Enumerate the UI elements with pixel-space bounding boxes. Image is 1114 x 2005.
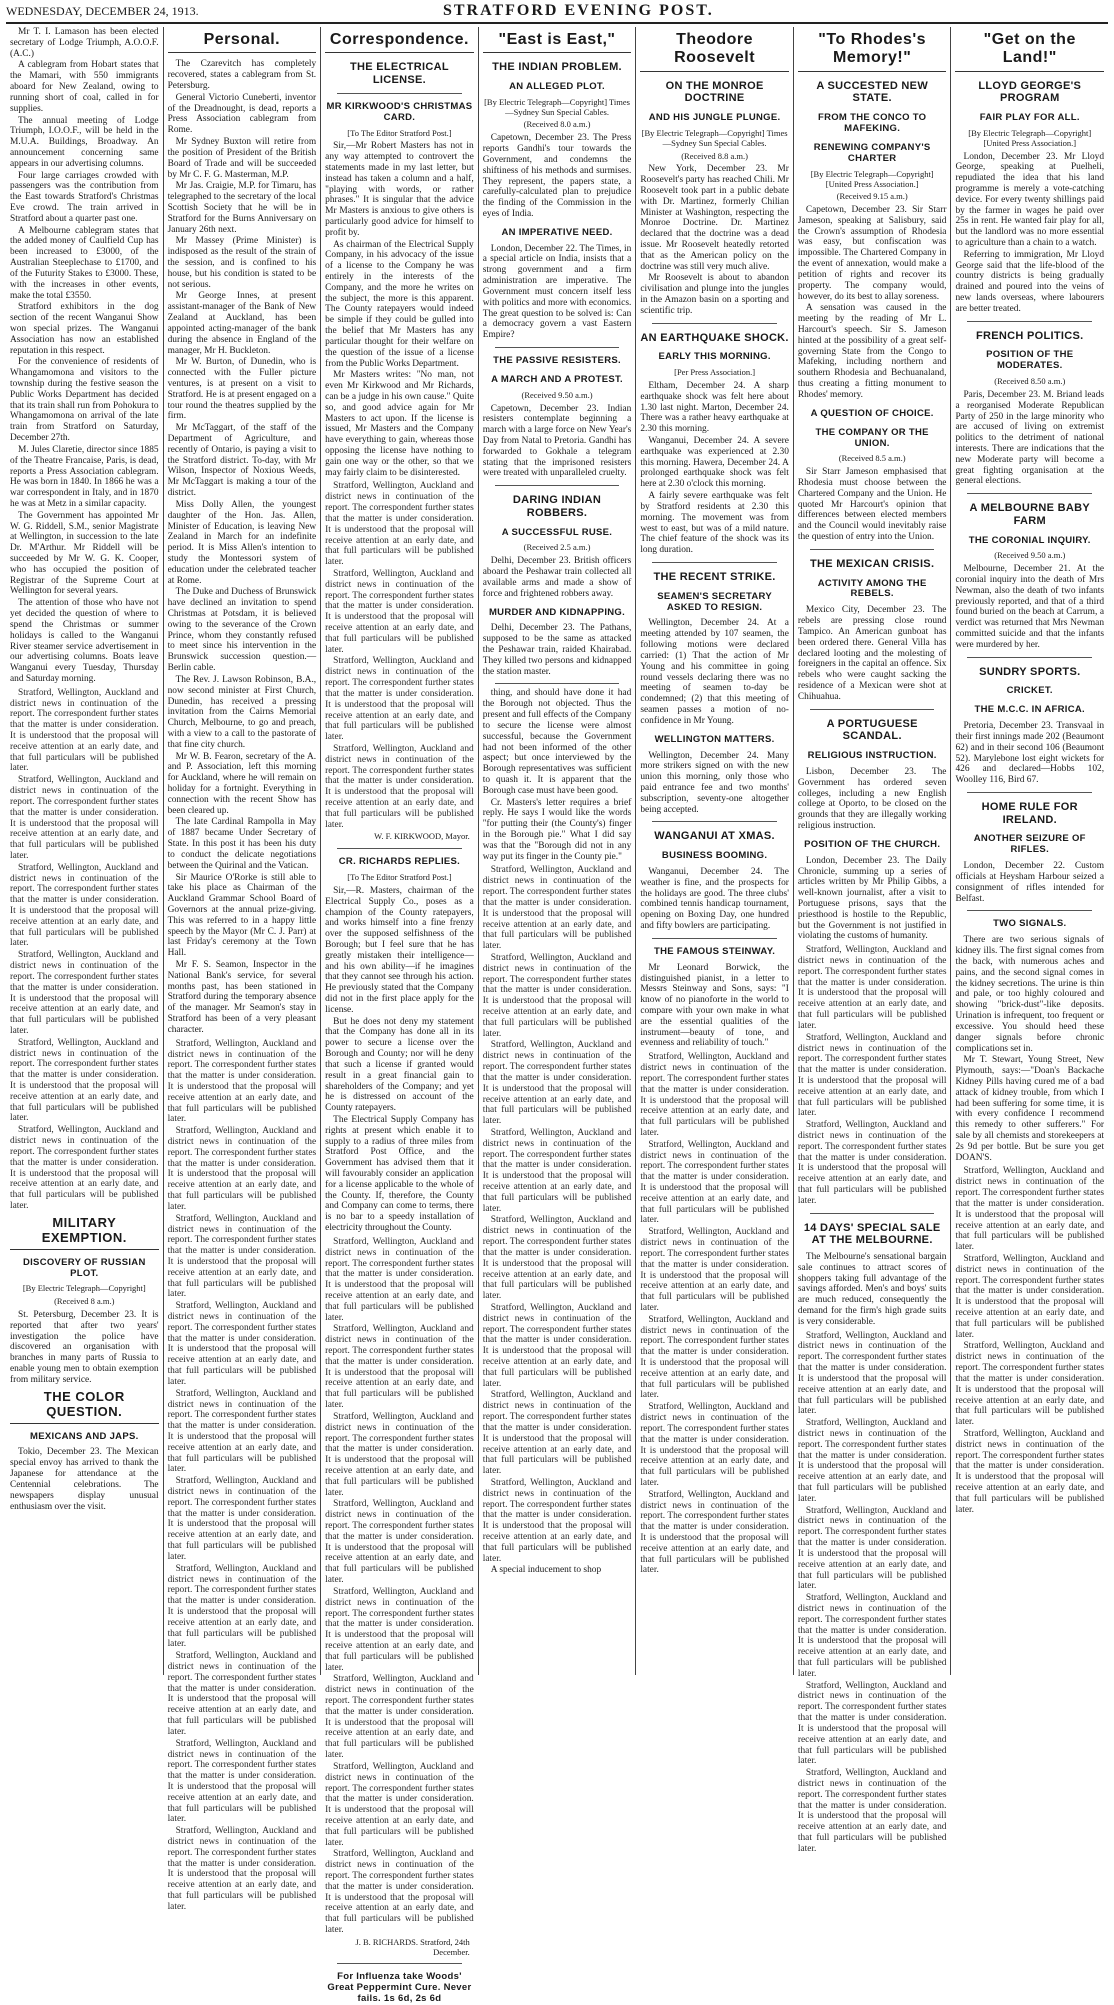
filler-block [955,1166,1104,1515]
subhead-renewing-charter: RENEWING COMPANY'S CHARTER [813,141,931,164]
to-the-editor: [To The Editor Stratford Post.] [347,872,452,883]
paragraph: Capetown, December 23. The Press reports Gandhi's tour towards the Government, and condemns the shiftiness of his methods and surmises. They represent, the papers state, a carefully-calculated plan to prejudice the finding of the Commission in the eyes of India. [482,133,632,219]
paragraph: Cr. Masters's letter requires a brief reply. He says I would like the words "for putting their (the County's) finger in the Borough pie." What I did say was that the "Borough did not in any way put its finger in the County pie." [482,797,632,862]
subhead-position-church: POSITION OF THE CHURCH. [804,838,941,850]
subhead-alleged-plot: AN ALLEGED PLOT. [509,81,605,93]
filler-text: Stratford, Wellington, Auckland and district news in continuation of the report. The correspondent further states that the matter is under consideration. It is understood that the proposal will receive attention at an early date, and that full particulars will be published later. [325,743,474,830]
filler-text: Stratford, Wellington, Auckland and district news in continuation of the report. The correspondent further states that the matter is under consideration. It is understood that the proposal will receive attention at an early date, and that full particulars will be published later. [955,1166,1105,1253]
subhead-successful-ruse: A SUCCESSFUL RUSE. [501,526,613,538]
filler-text: Stratford, Wellington, Auckland and district news in continuation of the report. The correspondent further states that the matter is under consideration. It is understood that the proposal will receive attention at an early date, and that full particulars will be published later. [325,1761,474,1848]
subhead-daring-robbers: DARING INDIAN ROBBERS. [512,494,602,519]
subhead-two-signals: TWO SIGNALS. [993,918,1067,930]
received-time: (Received 8.5 a.m.) [838,453,906,464]
subhead-earthquake-shock: AN EARTHQUAKE SHOCK. [640,331,789,344]
subhead-question-choice: A QUESTION OF CHOICE. [810,407,934,419]
column-3 [321,27,479,2005]
paragraph: The late Cardinal Rampolla in May of 1887 became Under Secretary of State. In this post it has been his duty to conduct the delicate negotiations between the Quirinal and the Vatican. [167,817,317,871]
paragraph: As chairman of the Electrical Supply Company, in his advocacy of the issue of a license to the Company he was entirely in the interests of the Company, and the more he writes on the subject, the more is this apparent. The County ratepayers would indeed be simple if they could be gulled into the belief that Mr Masters has any particular thought for their welfare on the question of the issue of a license from the Public Works Department. [325,239,474,369]
signature-kirkwood: W. F. KIRKWOOD, Mayor. [374,831,470,842]
filler-text: Stratford, Wellington, Auckland and district news in continuation of the report. The correspondent further states that the matter is under consideration. It is understood that the proposal will receive attention at an early date, and that full particulars will be published later. [797,945,947,1031]
divider [652,562,777,563]
filler-text: Stratford, Wellington, Auckland and district news in continuation of the report. The correspondent further states that the matter is under consideration. It is understood that the proposal will receive attention at an early date, and that full particulars will be published later. [325,1324,474,1411]
paragraph: A special inducement to shop [490,1565,602,1576]
subhead-special-sale: 14 DAYS' SPECIAL SALE AT THE MELBOURNE. [803,1221,941,1247]
filler-block [325,481,474,830]
paragraph: Delhi, December 23. The Pathans, supposed to be the same as attacked the Peshawar train, raided Khairabad. They killed two persons and kidnapped the station master. [482,623,632,677]
paragraph: Capetown, December 23. Sir Starr Jameson, speaking at Salisbury, said the Crown's assumption of Rhodesia was easy, but confiscation was impossible. The Chartered Company in the event of annexation, would make a petition of rights and recover its property. The company would, however, do its best to allay soreness. [797,205,947,302]
paragraph: A sensation was caused in the meeting by the reading of Mr L. Harcourt's speech. Sir S. Jameson hinted at the possibility of a great self-governing State from the Congo to Mafeking, including northern and southern Rhodesia and Bechuanaland, thus creating a fitting monument to Rhodes' memory. [797,303,947,400]
paragraph: Wellington, December 24. Many more strikers signed on with the new union this morning, only those who paid entrance fee and two months' subscription, seventy-one altogether being accepted. [640,750,789,815]
filler-text: Stratford, Wellington, Auckland and district news in continuation of the report. The correspondent further states that the matter is under consideration. It is understood that the proposal will receive attention at an early date, and that full particulars will be published later. [325,656,474,743]
filler-text: Stratford, Wellington, Auckland and district news in continuation of the report. The correspondent further states that the matter is under consideration. It is understood that the proposal will receive attention at an early date, and that full particulars will be published later. [325,1849,474,1936]
filler-text: Stratford, Wellington, Auckland and district news in continuation of the report. The correspondent further states that the matter is under consideration. It is understood that the proposal will receive attention at an early date, and that full particulars will be published later. [797,1505,947,1592]
filler-block [168,1039,317,1913]
column-2 [164,27,322,1912]
paragraph: Delhi, December 23. British officers aboard the Peshawar train collected all available arms and made a show of force and frightened robbers away. [482,556,632,599]
filler-text: Stratford, Wellington, Auckland and district news in continuation of the report. The correspondent further states that the matter is under consideration. It is understood that the proposal will receive attention at an early date, and that full particulars will be published later. [955,1428,1105,1515]
filler-text: Stratford, Wellington, Auckland and district news in continuation of the report. The correspondent further states that the matter is under consideration. It is understood that the proposal will receive attention at an early date, and that full particulars will be published later. [640,1314,789,1401]
signature-richards: J. B. RICHARDS. Stratford, 24th December. [355,1936,470,1957]
paragraph: The Rev. J. Lawson Robinson, B.A., now second minister at First Church, Dunedin, has received a pressing invitation from the Cairns Memorial Church, Melbourne, to go and preach, with a view to a call to the pastorate of that fine city church. [167,674,317,750]
subhead-new-state: A SUCCESTED NEW STATE. [816,79,928,105]
paragraph: The Czarevitch has completely recovered, states a cablegram from St. Petersburg. [167,59,317,92]
paragraph: Capetown, December 23. Indian resisters contemplate beginning a march with a large force on New Year's Day from Natal to Pretoria. Gandhi has forwarded to Gokhale a telegram stating that the imprisoned resisters were treated with unparalleled cruelty. [482,403,632,479]
subhead-passive-resisters: THE PASSIVE RESISTERS. [493,354,621,366]
subhead-kirkwood-card: MR KIRKWOOD'S CHRISTMAS CARD. [326,100,473,123]
paragraph: The Electrical Supply Company has rights at present which enable it to supply to a radius of three miles from Stratford Post Office, and the Government has advised them that it will favourably consider an application for a license applicable to the whole of the County. If, therefore, the County and Company can come to terms, there is no bar to a speedy installation of electricity throughout the County. [325,1114,474,1234]
paragraph: Pretoria, December 23. Transvaal in their first innings made 202 (Beaumont 62) and in their second 106 (Beaumont 52). Marylebone lost eight wickets for 426 and declared—Hobbs 102, Woolley 116, Bird 67. [955,721,1105,786]
column-5 [636,27,794,1675]
received-time: (Received 9.15 a.m.) [836,191,908,202]
paragraph: London, December 23. Mr Lloyd George, speaking at Puelheli, repudiated the idea that his land programme is merely a vote-catching device. For every twenty shillings paid by the farmer in wages he paid over 25s in rent. He wanted fair play for all, but the landlord was no more essential to agriculture than a chain to a watch. [955,151,1105,249]
divider [810,709,935,710]
filler-text: Stratford, Wellington, Auckland and district news in continuation of the report. The correspondent further states that the matter is under consideration. It is understood that the proposal will receive attention at an early date, and that full particulars will be published later. [640,1489,789,1576]
filler-text: Stratford, Wellington, Auckland and district news in continuation of the report. The correspondent further states that the matter is under consideration. It is understood that the proposal will receive attention at an early date, and that full particulars will be published later. [325,1674,474,1761]
paragraph: Melbourne, December 21. At the coronial inquiry into the death of Mrs Newman, also the death of two infants previously reported, and that of a third found buried on the beach at Carrum, a verdict was returned that Mrs Newman committed suicide and that the infants were murdered by her. [955,564,1105,650]
subhead-indian-problem: THE INDIAN PROBLEM. [492,61,622,74]
divider [337,848,462,849]
filler-text: Stratford, Wellington, Auckland and district news in continuation of the report. The correspondent further states that the matter is under consideration. It is understood that the proposal will receive attention at an early date, and that full particulars will be published later. [167,1476,317,1562]
filler-text: Stratford, Wellington, Auckland and district news in continuation of the report. The correspondent further states that the matter is under consideration. It is understood that the proposal will receive attention at an early date, and that full particulars will be published later. [797,1680,947,1767]
headline-rhodes-memory: "To Rhodes's Memory!" [798,31,947,72]
to-the-editor: [To The Editor Stratford Post.] [347,127,452,138]
paragraph: M. Jules Claretie, director since 1885 of the Theatre Francaise, Paris, is dead, reports a Press Association cablegram. He was born in 1840. In 1866 he was a war correspondent in Italy, and in 1870 he was at Metz in a similar capacity. [10,444,159,509]
filler-block [325,1237,474,1936]
paragraph: Wellington, December 24. At a meeting attended by 107 seamen, the following motions were declared carried: (1) That the action of Mr Young and his committee in going round vessels declaring there was no meeting of seamen to-day be condemned; (2) that this meeting of seamen passes a motion of no-confidence in Mr Young. [640,618,789,726]
issue-date: WEDNESDAY, DECEMBER 24, 1913. [6,3,199,18]
credit-line: [By Electric Telegraph—Copyright] [United Press Association.] [810,168,934,189]
paragraph: thing, and should have done it had the Borough not objected. Thus the present and full effects of the Company to secure the license were almost successful, because the Government had not been informed of the other aspect; but once interviewed by the Borough representatives was sufficient to quash it. It is apparent that the Borough case must have been good. [482,688,632,796]
subhead-richards-replies: CR. RICHARDS REPLIES. [338,856,461,868]
filler-block [798,1331,947,1855]
paragraph: Sir,—Mr Robert Masters has not in any way attempted to controvert the statements made in my last letter, but instead has taken a column and a half, "playing with words, or rather phrases." It is singular that the advice Mr Masters is anxious to give others is particularly good advice for himself to profit by. [325,141,474,238]
filler-text: Stratford, Wellington, Auckland and district news in continuation of the report. The correspondent further states that the matter is under consideration. It is understood that the proposal will receive attention at an early date, and that full particulars will be published later. [167,1213,317,1300]
paragraph: Mexico City, December 23. The rebels are pressing close round Tampico. An American gunboat has been ordered there. General Villa has declared looting and the molesting of foreigners in the capital an offence. Six rebels who were caught sacking the residence of a Mexican were shot at Chihuahua. [797,605,947,702]
subhead-lloyd-george: LLOYD GEORGE'S PROGRAM [978,79,1082,105]
divider [337,93,462,94]
filler-text: Stratford, Wellington, Auckland and district news in continuation of the report. The correspondent further states that the matter is under consideration. It is understood that the proposal will receive attention at an early date, and that full particulars will be published later. [482,865,632,952]
divider [967,493,1092,494]
subhead-cricket: CRICKET. [1006,685,1053,697]
received-time: (Received 8.50 a.m.) [994,376,1066,387]
paragraph: General Victorio Cuneberti, inventor of the Dreadnought, is dead, reports a Press Association cablegram from Rome. [167,92,317,136]
paragraph: New York, December 23. Mr Roosevelt's party has reached Chili. Mr Roosevelt took part in a public debate with Dr. Martinez, formerly Chilian Minister at Washington, respecting the Monroe Doctrine. Dr. Martinez declared that the doctrine was a dead issue. Mr Roosevelt heatedly retorted that as the American policy on the doctrine was still very much alive. [640,164,789,272]
divider [967,657,1092,658]
filler-text: Stratford, Wellington, Auckland and district news in continuation of the report. The correspondent further states that the matter is under consideration. It is understood that the proposal will receive attention at an early date, and that full particulars will be published later. [482,1390,632,1477]
paper-title: STRATFORD EVENING POST. [442,2,714,19]
paragraph: Wanganui, December 24. The weather is fine, and the prospects for the holidays are good. The three clubs' combined tennis handicap tournament, opening on Boxing Day, one hundred and fifty bowlers are participating. [640,866,789,932]
filler-text: Stratford, Wellington, Auckland and district news in continuation of the report. The correspondent further states that the matter is under consideration. It is understood that the proposal will receive attention at an early date, and that full particulars will be published later. [482,1477,632,1564]
filler-block [798,945,947,1207]
paragraph: But he does not deny my statement that the Company has done all in its power to secure a license over the Borough and County; nor will he deny that such a license if granted would result in a great financial gain to shareholders of the Company; and yet he is distressed on account of the County ratepayers. [325,1016,474,1114]
headline-correspondence: Correspondence. [325,31,474,53]
paragraph: Mr McTaggart, of the staff of the Department of Agriculture, and recently of Ontario, is paying a visit to the Stratford district. To-day, with Mr Wilson, Inspector of Noxious Weeds, Mr McTaggart is making a tour of the district. [167,423,317,499]
filler-text: Stratford, Wellington, Auckland and district news in continuation of the report. The correspondent further states that the matter is under consideration. It is understood that the proposal will receive attention at an early date, and that full particulars will be published later. [167,1301,317,1387]
divider [967,792,1092,793]
filler-text: Stratford, Wellington, Auckland and district news in continuation of the report. The correspondent further states that the matter is under consideration. It is understood that the proposal will receive attention at an early date, and that full particulars will be published later. [167,1563,317,1650]
paragraph: Mr T. I. Lamason has been elected secretary of Lodge Triumph, A.O.O.F. (A.C.) [10,27,159,59]
filler-block [483,865,632,1564]
filler-text: Stratford, Wellington, Auckland and district news in continuation of the report. The correspondent further states that the matter is under consideration. It is understood that the proposal will receive attention at an early date, and that full particulars will be published later. [325,1411,474,1498]
filler-text: Stratford, Wellington, Auckland and district news in continuation of the report. The correspondent further states that the matter is under consideration. It is understood that the proposal will receive attention at an early date, and that full particulars will be published later. [955,1341,1105,1428]
filler-text: Stratford, Wellington, Auckland and district news in continuation of the report. The correspondent further states that the matter is under consideration. It is understood that the proposal will receive attention at an early date, and that full particulars will be published later. [10,862,159,949]
paragraph: For the convenience of residents of Whangamomona and visitors to the township during the festive season the Public Works Department has decided that its train shall run from Pohokura to Whangamomona on arrival of the late train from Stratford on Saturday, December 27th. [10,357,159,444]
divider [652,821,777,822]
received-time: (Received 8.8 a.m.) [681,150,748,161]
column-1 [6,27,164,1675]
paragraph: Mr Leonard Borwick, the distinguished pianist, in a letter to Messrs Steinway and Sons, says: "I know of no pianoforte in the world to compare with your own make in what are the essential qualities of the instrument—beauty of tone, and evenness and reliability of touch." [640,962,789,1049]
filler-text: Stratford, Wellington, Auckland and district news in continuation of the report. The correspondent further states that the matter is under consideration. It is understood that the proposal will receive attention at an early date, and that full particulars will be published later. [640,1402,789,1488]
paragraph: Eltham, December 24. A sharp earthquake shock was felt here about 1.30 last night. Marton, December 24. There was a rather heavy earthquake at 2.30 this morning. [640,380,789,435]
paragraph: The annual meeting of Lodge Triumph, I.O.O.F., will be held in the M.U.A. Buildings, Broadway. An announcement concerning same appears in our advertising columns. [10,115,159,169]
subhead-mexicans-japs: MEXICANS AND JAPS. [30,1430,139,1442]
subhead-imperative-need: AN IMPERATIVE NEED. [501,226,613,238]
subhead-french-politics: FRENCH POLITICS. [976,329,1084,342]
paragraph: St. Petersburg, December 23. It is reported that after two years' investigation the police have discovered an organisation with branches in many parts of Russia to enable young men to obtain exemption from military service. [10,1310,159,1385]
paragraph: Mr W. Burton, of Dunedin, who is connected with the Fuller picture ventures, is at present on a visit to Stratford. He is at present engaged on a tour round the theatres supplied by the firm. [167,357,317,422]
paragraph: A Melbourne cablegram states that the added money of Caulfield Cup has been increased to £3000, of the Australian Steeplechase to £1700, and of the Futurity Stakes to £3000. These, with the increases in other events, make the total £3550. [10,225,159,301]
paragraph: Paris, December 23. M. Briand leads a reorganised Moderate Republican Party of 250 in the large minority who are accused of living on extremist politics to the detriment of national interests. There are indications that the new Moderate party will become a great fighting organisation at the general elections. [955,389,1105,487]
headline-east-is-east: "East is East," [483,31,632,53]
subhead-mcc-africa: THE M.C.C. IN AFRICA. [974,704,1085,716]
filler-text: Stratford, Wellington, Auckland and district news in continuation of the report. The correspondent further states that the matter is under consideration. It is understood that the proposal will receive attention at an early date, and that full particulars will be published later. [797,1120,947,1206]
divider [495,347,620,348]
credit-line: [By Electric Telegraph—Copyright] Times—Sydney Sun Special Cables. [484,96,630,117]
paragraph: There are two serious signals of kidney ills. The first signal comes from the back, with numerous aches and pains, and the second signal comes in the kidney secretions. The urine is thin and pale, or too highly coloured and showing "brick-dust"-like deposits. Urination is infrequent, too frequent or excessive. You should heed these danger signals before chronic complications set in. [955,935,1105,1054]
received-time: (Received 2.5 a.m.) [523,542,591,553]
subhead-fair-play: FAIR PLAY FOR ALL. [979,112,1080,124]
filler-text: Stratford, Wellington, Auckland and district news in continuation of the report. The correspondent further states that the matter is under consideration. It is understood that the proposal will receive attention at an early date, and that full particulars will be published later. [10,1125,159,1211]
subhead-moderates: POSITION OF THE MODERATES. [986,349,1074,372]
credit-line: [By Electric Telegraph—Copyright] [22,1283,146,1294]
paragraph: Mr Sydney Buxton will retire from the position of President of the British Board of Trade and will be succeeded by Mr C. F. G. Masterman, M.P. [167,137,317,180]
headline-get-on-land: "Get on the Land!" [955,31,1104,72]
credit-line: [By Electric Telegraph—Copyright] Times—Sydney Sun Special Cables. [641,127,788,148]
paragraph: Wanganui, December 24. A severe earthquake was experienced at 2.30 this morning. Hawera, December 24. A prolonged earthquake shock was felt here at 2.30 o'clock this morning. [640,436,789,490]
column-4 [479,27,637,1675]
paragraph: The Melbourne's sensational bargain sale continues to attract scores of shoppers taking full advantage of the savings afforded. Men's and boys' suits are much reduced, consequently the demand for the firm's high grade suits is very considerable. [797,1251,947,1327]
paragraph: Sir Maurice O'Rorke is still able to take his place as Chairman of the Auckland Grammar School Board of Governors at the annual prize-giving. This was referred to in a happy little speech by the Mayor (Mr C. J. Parr) at last Friday's ceremony at the Town Hall. [167,872,317,959]
subhead-religious-instruction: RELIGIOUS INSTRUCTION. [807,749,937,761]
filler-text: Stratford, Wellington, Auckland and district news in continuation of the report. The correspondent further states that the matter is under consideration. It is understood that the proposal will receive attention at an early date, and that full particulars will be published later. [325,568,474,655]
paragraph: Mr Roosevelt is about to abandon civilisation and plunge into the jungles in the Amazon basin on a sporting and scientific trip. [640,273,789,316]
filler-text: Stratford, Wellington, Auckland and district news in continuation of the report. The correspondent further states that the matter is under consideration. It is understood that the proposal will receive attention at an early date, and that full particulars will be published later. [482,1040,632,1127]
filler-text: Stratford, Wellington, Auckland and district news in continuation of the report. The correspondent further states that the matter is under consideration. It is understood that the proposal will receive attention at an early date, and that full particulars will be published later. [10,1037,159,1124]
paragraph: Four large carriages crowded with passengers was the contribution from the East towards Stratford's Christmas Eve crowd. The train arrived in Stratford about a quarter past one. [10,170,159,224]
filler-text: Stratford, Wellington, Auckland and district news in continuation of the report. The correspondent further states that the matter is under consideration. It is understood that the proposal will receive attention at an early date, and that full particulars will be published later. [167,1651,317,1737]
paragraph: Mr T. Stewart, Young Street, New Plymouth, says:—"Doan's Backache Kidney Pills having cured me of a bad attack of kidney trouble, from which I had been suffering for some time, it is with every confidence I recommend this remedy to other sufferers." For sale by all chemists and storekeepers at 2s 9d per bottle. But be sure you get DOAN'S. [955,1055,1105,1163]
advertisement-peppermint-cure: For Influenza take Woods' Great Peppermint Cure. Never fails. 1s 6d, 2s 6d [327,1971,472,2005]
divider [810,549,935,550]
subhead-jungle-plunge: AND HIS JUNGLE PLUNGE. [648,112,781,124]
paragraph: A cablegram from Hobart states that the Mamari, with 550 immigrants aboard for New Zealand, owing to running short of coal, called in for supplies. [10,60,159,114]
paragraph: London, December 23. The Daily Chronicle, summing up a series of articles written by Mr Philip Gibbs, a well-known journalist, after a visit to Portuguese prisons, says that the priesthood is hostile to the Republic, but the Government is not justified in violating the customs of humanity. [797,855,947,942]
subhead-russian-plot: DISCOVERY OF RUSSIAN PLOT. [22,1256,146,1279]
divider [967,910,1092,911]
filler-block [10,688,159,1212]
subhead-congo-mafeking: FROM THE CONCO TO MAFEKING. [817,112,927,134]
divider [495,485,620,486]
subhead-sundry-sports: SUNDRY SPORTS. [979,665,1081,678]
filler-text: Stratford, Wellington, Auckland and district news in continuation of the report. The correspondent further states that the matter is under consideration. It is understood that the proposal will receive attention at an early date, and that full particulars will be published later. [10,687,159,774]
subhead-seizure-rifles: ANOTHER SEIZURE OF RIFLES. [973,833,1086,856]
filler-text: Stratford, Wellington, Auckland and district news in continuation of the report. The correspondent further states that the matter is under consideration. It is understood that the proposal will receive attention at an early date, and that full particulars will be published later. [797,1330,947,1417]
filler-text: Stratford, Wellington, Auckland and district news in continuation of the report. The correspondent further states that the matter is under consideration. It is understood that the proposal will receive attention at an early date, and that full particulars will be published later. [955,1253,1105,1340]
filler-text: Stratford, Wellington, Auckland and district news in continuation of the report. The correspondent further states that the matter is under consideration. It is understood that the proposal will receive attention at an early date, and that full particulars will be published later. [482,1302,632,1389]
subhead-famous-steinway: THE FAMOUS STEINWAY. [653,945,776,957]
subhead-early-morning: EARLY THIS MORNING. [658,351,771,363]
received-time: (Received 8 a.m.) [54,1296,115,1307]
filler-text: Stratford, Wellington, Auckland and district news in continuation of the report. The correspondent further states that the matter is under consideration. It is understood that the proposal will receive attention at an early date, and that full particulars will be published later. [797,1418,947,1504]
paragraph: London, December 22. Custom officials at Heysham Harbour seized a consignment of rifles intended for Belfast. [955,861,1105,904]
subhead-seamen-secretary: SEAMEN'S SECRETARY ASKED TO RESIGN. [657,590,772,613]
paragraph: Mr W. B. Fearon, secretary of the A. and P. Association, left this morning for Auckland, where he will remain on holiday for a fortnight. Everything in connection with the recent Show has been cleared up. [167,751,317,816]
filler-text: Stratford, Wellington, Auckland and district news in continuation of the report. The correspondent further states that the matter is under consideration. It is understood that the proposal will receive attention at an early date, and that full particulars will be published later. [482,1215,632,1302]
filler-text: Stratford, Wellington, Auckland and district news in continuation of the report. The correspondent further states that the matter is under consideration. It is understood that the proposal will receive attention at an early date, and that full particulars will be published later. [325,1586,474,1673]
paragraph: Lisbon, December 23. The Government has ordered seven colleges, including a new English college at Oporto, to be closed on the grounds that they are illegally working religious instruction. [797,766,947,831]
paragraph: London, December 22. The Times, in a special article on India, insists that a strong government and a firm administration are imperative. The Government must concern itself less with politics and more with economics. The great question to be solved is: Can a democracy govern a vast Eastern Empire? [482,243,632,341]
masthead [6,3,1108,24]
paragraph: The Duke and Duchess of Brunswick have declined an invitation to spend Christmas at Potsdam, it is believed owing to the severance of the Crown Prince, whom they constantly refused to meet since his intervention in the Brunswick succession question.—Berlin cable. [167,587,317,674]
paragraph: Tokio, December 23. The Mexican special envoy has arrived to thank the Japanese for attendance at the Centennial celebrations. The newspapers display unusual enthusiasm over the visit. [10,1447,159,1512]
filler-text: Stratford, Wellington, Auckland and district news in continuation of the report. The correspondent further states that the matter is under consideration. It is understood that the proposal will receive attention at an early date, and that full particulars will be published later. [325,1499,474,1586]
divider [967,321,1092,322]
credit-line: [Per Press Association.] [674,367,756,378]
paragraph: Sir Starr Jameson emphasised that Rhodesia must choose between the Chartered Company and the Union. He quoted Mr Harcourt's opinion that differences between elected members and the Council would inevitably raise the question of entry into the Union. [797,467,947,543]
column-6 [794,27,952,1854]
columns [6,27,1108,2005]
filler-text: Stratford, Wellington, Auckland and district news in continuation of the report. The correspondent further states that the matter is under consideration. It is understood that the proposal will receive attention at an early date, and that full particulars will be published later. [797,1593,947,1679]
subhead-coronial-inquiry: THE CORONIAL INQUIRY. [968,534,1091,546]
paragraph: A fairly severe earthquake was felt by Stratford residents at 2.30 this morning. The movement was from west to east, but was of a mild nature. The chief feature of the shock was its long duration. [640,491,789,556]
column-7 [951,27,1108,1675]
subhead-activity-rebels: ACTIVITY AMONG THE REBELS. [817,577,927,600]
divider [495,683,620,684]
filler-text: Stratford, Wellington, Auckland and district news in continuation of the report. The correspondent further states that the matter is under consideration. It is understood that the proposal will receive attention at an early date, and that full particulars will be published later. [167,1826,317,1912]
paragraph: The Government has appointed Mr W. G. Riddell, S.M., senior Magistrate at Wellington, in succession to the late Dr. M'Arthur. Mr Riddell will be succeeded by Mr W. G. K. Cooper, who has occupied the position of Registrar of the Supreme Court at Wellington for several years. [10,510,159,597]
divider [652,323,777,324]
headline-color-question: THE COLOR QUESTION. [10,1390,159,1424]
filler-text: Stratford, Wellington, Auckland and district news in continuation of the report. The correspondent further states that the matter is under consideration. It is understood that the proposal will receive attention at an early date, and that full particulars will be published later. [167,1038,317,1125]
divider [810,1213,935,1214]
filler-text: Stratford, Wellington, Auckland and district news in continuation of the report. The correspondent further states that the matter is under consideration. It is understood that the proposal will receive attention at an early date, and that full particulars will be published later. [640,1052,789,1138]
subhead-electrical-license: THE ELECTRICAL LICENSE. [349,61,449,87]
filler-text: Stratford, Wellington, Auckland and district news in continuation of the report. The correspondent further states that the matter is under consideration. It is understood that the proposal will receive attention at an early date, and that full particulars will be published later. [167,1126,317,1212]
filler-text: Stratford, Wellington, Auckland and district news in continuation of the report. The correspondent further states that the matter is under consideration. It is understood that the proposal will receive attention at an early date, and that full particulars will be published later. [10,950,159,1036]
subhead-murder-kidnapping: MURDER AND KIDNAPPING. [488,606,626,618]
subhead-portuguese-scandal: A PORTUGUESE SCANDAL. [826,717,918,743]
filler-block [640,1052,789,1576]
paragraph: The attention of those who have not yet decided the question of where to spend the Christmas or summer holidays is called to the Wanganui River steamer service advertisement in our advertising columns. Boats leave Wanganui every Tuesday, Thursday and Saturday morning. [10,598,159,684]
subhead-march-protest: A MARCH AND A PROTEST. [491,373,623,385]
paragraph: Mr Masters writes: "No man, not even Mr Kirkwood and Mr Richards, can be a judge in his own cause." Quite so, and good advice again for Mr Masters to act upon. If the license is issued, Mr Masters and the Company have everything to gain, whereas those opposing the license have nothing to gain one way or the other, so that we may fairly claim to be disinterested. [325,370,474,478]
subhead-wanganui-xmas: WANGANUI AT XMAS. [654,830,775,843]
subhead-home-rule: HOME RULE FOR IRELAND. [981,801,1078,826]
filler-text: Stratford, Wellington, Auckland and district news in continuation of the report. The correspondent further states that the matter is under consideration. It is understood that the proposal will receive attention at an early date, and that full particulars will be published later. [797,1032,947,1119]
received-time: (Received 9.50 a.m.) [994,550,1066,561]
filler-text: Stratford, Wellington, Auckland and district news in continuation of the report. The correspondent further states that the matter is under consideration. It is understood that the proposal will receive attention at an early date, and that full particulars will be published later. [167,1388,317,1475]
subhead-business-booming: BUSINESS BOOMING. [661,850,768,862]
headline-roosevelt: Theodore Roosevelt [640,31,789,72]
subhead-baby-farm: A MELBOURNE BABY FARM [969,502,1091,527]
filler-text: Stratford, Wellington, Auckland and district news in continuation of the report. The correspondent further states that the matter is under consideration. It is understood that the proposal will receive attention at an early date, and that full particulars will be published later. [797,1768,947,1854]
subhead-company-union: THE COMPANY OR THE UNION. [815,426,929,449]
headline-personal: Personal. [168,31,317,53]
subhead-mexican-crisis: THE MEXICAN CRISIS. [810,557,935,570]
filler-text: Stratford, Wellington, Auckland and district news in continuation of the report. The correspondent further states that the matter is under consideration. It is understood that the proposal will receive attention at an early date, and that full particulars will be published later. [482,952,632,1039]
paragraph: Mr F. S. Seamon, Inspector in the National Bank's service, for several months past, has been stationed in Stratford during the temporary absence of the manager. Mr Seamon's stay in Stratford has been of a very pleasant character. [167,960,317,1035]
paragraph: Miss Dolly Allen, the youngest daughter of the Hon. Jas. Allen, Minister of Education, is leaving New Zealand in March for an indefinite period. It is Miss Allen's intention to study the Montessori system of education under the celebrated teacher at Rome. [167,499,317,586]
subhead-monroe-doctrine: ON THE MONROE DOCTRINE [665,79,764,105]
paragraph: Sir,—R. Masters, chairman of the Electrical Supply Co., poses as a champion of the County ratepayers, and works himself into a fine frenzy over the supposed selfishness of the Borough; but I feel sure that he has greatly mistaken their intelligence—and his own ability—if he imagines that they cannot see through his action. He previously stated that the Company did not in the first place apply for the license. [325,885,474,1015]
filler-text: Stratford, Wellington, Auckland and district news in continuation of the report. The correspondent further states that the matter is under consideration. It is understood that the proposal will receive attention at an early date, and that full particulars will be published later. [10,775,159,861]
subhead-recent-strike: THE RECENT STRIKE. [653,570,776,583]
paragraph: Referring to immigration, Mr Lloyd George said that the life-blood of the country districts is being gradually drained and poured into the veins of new lands overseas, where labourers are better treated. [955,249,1105,314]
filler-text: Stratford, Wellington, Auckland and district news in continuation of the report. The correspondent further states that the matter is under consideration. It is understood that the proposal will receive attention at an early date, and that full particulars will be published later. [167,1738,317,1825]
filler-text: Stratford, Wellington, Auckland and district news in continuation of the report. The correspondent further states that the matter is under consideration. It is understood that the proposal will receive attention at an early date, and that full particulars will be published later. [325,481,474,568]
paragraph: Mr Massey (Prime Minister) is indisposed as the result of the strain of the session, and is confined to his house, but his condition is stated to be not serious. [167,236,317,290]
received-time: (Received 9.50 a.m.) [521,389,593,400]
filler-text: Stratford, Wellington, Auckland and district news in continuation of the report. The correspondent further states that the matter is under consideration. It is understood that the proposal will receive attention at an early date, and that full particulars will be published later. [640,1139,789,1226]
divider [337,1963,462,1964]
received-time: (Received 8.0 a.m.) [523,119,591,130]
paragraph: Mr Jas. Craigie, M.P. for Timaru, has telegraphed to the secretary of the local Scottish Society that he will be in Stratford for the Burns Anniversary on January 26th next. [167,181,317,235]
credit-line: [By Electric Telegraph—Copyright] [United Press Association.] [968,127,1092,148]
paragraph: Mr George Innes, at present assistant-manager of the Bank of New Zealand at Auckland, has been appointed acting-manager of the bank during the absence in England of the manager, Mr H. Buckleton. [167,291,317,356]
filler-text: Stratford, Wellington, Auckland and district news in continuation of the report. The correspondent further states that the matter is under consideration. It is understood that the proposal will receive attention at an early date, and that full particulars will be published later. [640,1227,789,1313]
subhead-wellington-matters: WELLINGTON MATTERS. [654,733,775,745]
headline-military-exemption: MILITARY EXEMPTION. [10,1216,159,1250]
filler-text: Stratford, Wellington, Auckland and district news in continuation of the report. The correspondent further states that the matter is under consideration. It is understood that the proposal will receive attention at an early date, and that full particulars will be published later. [482,1127,632,1214]
paragraph: Stratford exhibitors in the dog section of the recent Wanganui Show won special prizes. The Wanganui Association has now an established reputation in this respect. [10,302,159,356]
filler-text: Stratford, Wellington, Auckland and district news in continuation of the report. The correspondent further states that the matter is under consideration. It is understood that the proposal will receive attention at an early date, and that full particulars will be published later. [325,1236,474,1323]
divider [652,938,777,939]
